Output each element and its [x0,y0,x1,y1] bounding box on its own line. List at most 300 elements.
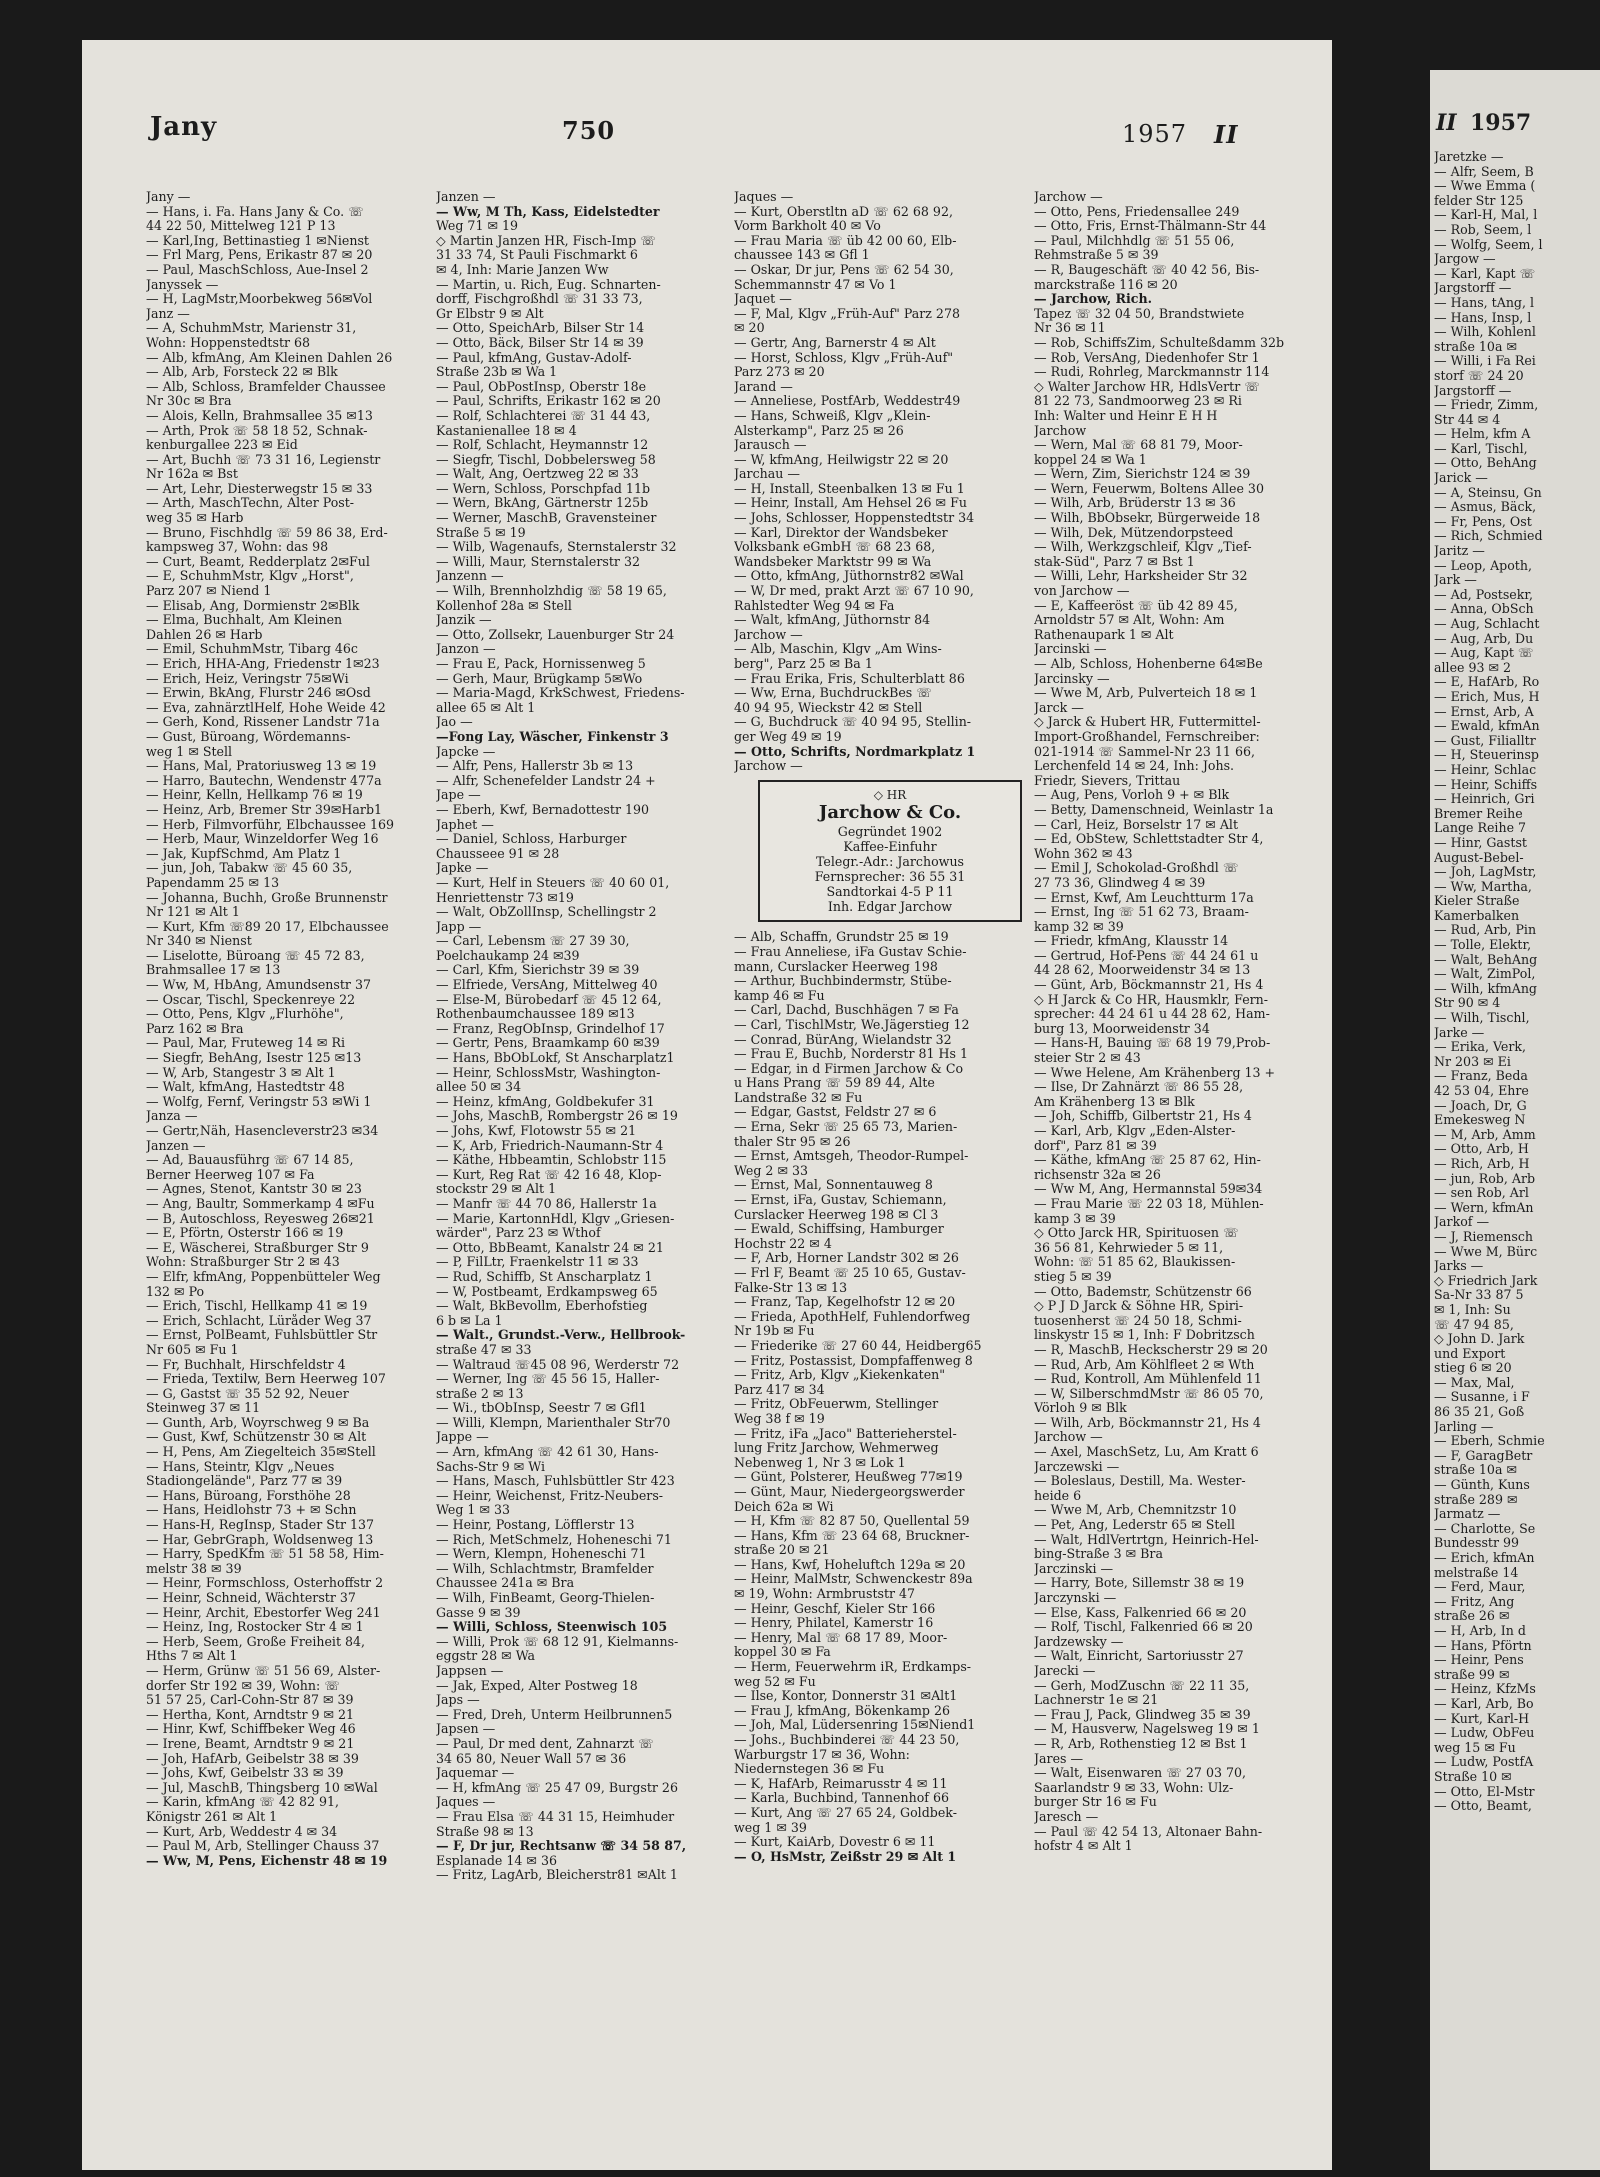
directory-entry: — Ww, Erna, BuchdruckBes ☏ [734,686,933,701]
page-volume: II [1214,120,1239,149]
directory-entry: — Carl, Heiz, Borselstr 17 ✉ Alt [1034,817,1239,832]
directory-entry: — Frau E, Buchb, Norderstr 81 Hs 1 [734,1047,968,1062]
directory-entry: — Frau J, kfmAng, Bökenkamp 26 [734,1703,951,1718]
directory-entry: — Heinz, Arb, Bremer Str 39✉Harb1 [146,802,383,817]
directory-entry: Nr 203 ✉ Ei [1434,1054,1511,1069]
directory-entry: Am Krähenberg 13 ✉ Blk [1034,1094,1195,1109]
directory-entry: Landstraße 32 ✉ Fu [734,1090,863,1105]
directory-entry: — Wern, Mal ☏ 68 81 79, Moor- [1034,438,1243,453]
directory-entry: — Leop, Apoth, [1434,558,1532,573]
directory-entry: — Karl, Kapt ☏ [1434,266,1536,281]
directory-entry: — Paul, kfmAng, Gustav-Adolf- [436,350,632,365]
directory-entry: — Johs, Kwf, Geibelstr 33 ✉ 39 [146,1766,344,1781]
directory-entry: straße 99 ✉ [1434,1667,1510,1682]
directory-entry: — Marie, KartonnHdl, Klgv „Griesen- [436,1211,675,1226]
directory-entry: — Heinz, kfmAng, Goldbekufer 31 [436,1094,655,1109]
directory-entry: straße 26 ✉ [1434,1609,1510,1624]
directory-entry: — Wilb, Wagenaufs, Sternstalerstr 32 [436,540,677,555]
directory-entry: Chausseee 91 ✉ 28 [436,846,560,861]
directory-entry: — Eva, zahnärztlHelf, Hohe Weide 42 [146,700,386,715]
directory-entry: Jarmatz — [1434,1507,1501,1522]
directory-entry: — F, Mal, Klgv „Früh-Auf" Parz 278 [734,306,960,321]
directory-entry: Falke-Str 13 ✉ 13 [734,1280,848,1295]
directory-entry: Japs — [436,1693,480,1708]
directory-entry: — Joh, Schiffb, Gilbertstr 21, Hs 4 [1034,1109,1252,1124]
directory-entry: — Hinr, Kwf, Schiffbeker Weg 46 [146,1722,356,1737]
directory-entry: Japcke — [436,744,496,759]
directory-entry: — Heinrich, Gri [1434,792,1535,807]
ad-marker: ◇ HR [873,787,907,802]
facing-page [1430,70,1600,2170]
directory-entry: — Oscar, Tischl, Speckenreye 22 [146,992,356,1007]
directory-entry: stieg 6 ✉ 20 [1434,1361,1512,1376]
directory-entry: — Joh, HafArb, Geibelstr 38 ✉ 39 [146,1751,359,1766]
directory-entry: — Hans, Kfm ☏ 23 64 68, Bruckner- [734,1528,970,1543]
directory-entry: Alsterkamp", Parz 25 ✉ 26 [734,423,904,438]
directory-entry: — Walt, HdlVertrtgn, Heinrich-Hel- [1034,1532,1259,1547]
directory-entry: — Ad, Bauausführg ☏ 67 14 85, [146,1153,354,1168]
directory-entry: — Gertr, Ang, Barnerstr 4 ✉ Alt [734,335,936,350]
directory-entry: — Karl, Tischl, [1434,441,1528,456]
directory-entry: — Heinz, KfzMs [1434,1682,1536,1697]
directory-column-3 [734,190,1026,2170]
directory-entry: — Joh, LagMstr, [1434,865,1537,880]
directory-entry: Poelchaukamp 24 ✉39 [436,948,580,963]
directory-entry: — Walt, Eisenwaren ☏ 27 03 70, [1034,1766,1247,1781]
directory-entry: — M, Hausverw, Nagelsweg 19 ✉ 1 [1034,1722,1260,1737]
directory-entry: Jares — [1034,1751,1084,1766]
directory-entry: — Erich, Tischl, Hellkamp 41 ✉ 19 [146,1299,368,1314]
directory-entry: Nr 19b ✉ Fu [734,1324,815,1339]
directory-entry: weg 1 ✉ Stell [146,744,233,759]
directory-entry: Nr 36 ✉ 11 [1034,321,1106,336]
directory-entry: ◇ Jarck & Hubert HR, Futtermittel- [1034,715,1261,730]
directory-entry: Emekesweg N [1434,1113,1526,1128]
directory-entry: — Carl, Dachd, Buschhägen 7 ✉ Fa [734,1003,959,1018]
directory-entry: heide 6 [1034,1488,1082,1503]
directory-entry: — Erich, Mus, H [1434,689,1540,704]
directory-entry: — Siegfr, BehAng, Isestr 125 ✉13 [146,1051,362,1066]
directory-entry: — Otto, Bademstr, Schützenstr 66 [1034,1284,1252,1299]
directory-entry: Dahlen 26 ✉ Harb [146,627,263,642]
directory-entry: — Erich, Heiz, Veringstr 75✉Wi [146,671,349,686]
directory-entry: — Wi., tbObInsp, Seestr 7 ✉ Gfl1 [436,1401,647,1416]
directory-entry: — Fritz, ObFeuerwm, Stellinger [734,1397,939,1412]
directory-entry: — Alfr, Schenefelder Landstr 24 + [436,773,656,788]
directory-entry: ✉ 1, Inh: Su [1434,1302,1511,1317]
directory-entry: — Paul ☏ 42 54 13, Altonaer Bahn- [1034,1824,1263,1839]
directory-entry: Jargstorff — [1434,281,1512,296]
directory-entry: — jun, Rob, Arb [1434,1171,1536,1186]
directory-entry: 86 35 21, Goß [1434,1405,1525,1420]
directory-entry: — Friederike ☏ 27 60 44, Heidberg65 [734,1338,982,1353]
directory-entry: — Frau J, Pack, Glindweg 35 ✉ 39 [1034,1707,1251,1722]
jarchow-advertisement [758,780,1022,923]
directory-entry: 6 b ✉ La 1 [436,1313,503,1328]
directory-entry: felder Str 125 [1434,193,1524,208]
directory-entry: — Otto, Beamt, [1434,1799,1532,1814]
directory-entry: — G, Buchdruck ☏ 40 94 95, Stellin- [734,715,972,730]
directory-entry: — Otto, BbBeamt, Kanalstr 24 ✉ 21 [436,1240,664,1255]
directory-column-4 [1034,190,1330,2170]
directory-entry: — Frau Maria ☏ üb 42 00 60, Elb- [734,233,957,248]
page-number: 750 [562,116,616,145]
directory-entry: 021-1914 ☏ Sammel-Nr 23 11 66, [1034,744,1255,759]
directory-entry: kamp 3 ✉ 39 [1034,1211,1116,1226]
facing-year: 1957 [1470,110,1532,136]
directory-entry: — F, Arb, Horner Landstr 302 ✉ 26 [734,1251,959,1266]
directory-entry: — Walt, ObZollInsp, Schellingstr 2 [436,905,657,920]
directory-entry: — Betty, Damenschneid, Weinlastr 1a [1034,802,1274,817]
directory-entry: Straße 10 ✉ [1434,1769,1512,1784]
directory-entry: — Elma, Buchhalt, Am Kleinen [146,613,343,628]
directory-entry: weg 52 ✉ Fu [734,1674,816,1689]
directory-entry: — F, GaragBetr [1434,1448,1533,1463]
ad-line: Sandtorkai 4-5 P 11 [826,884,954,900]
directory-entry: — Karl, Arb, Klgv „Eden-Alster- [1034,1124,1236,1138]
directory-entry: — Günt, Polsterer, Heußweg 77✉19 [734,1470,963,1485]
directory-entry: sprecher: 44 24 61 u 44 28 62, Ham- [1034,1007,1270,1022]
directory-entry: — Alois, Kelln, Brahmsallee 35 ✉13 [146,408,373,423]
directory-entry: Weg 71 ✉ 19 [436,219,519,234]
directory-page [82,40,1332,2170]
column-3-upper [734,190,1026,774]
directory-entry: — Hans, BbObLokf, St Anscharplatz1 [436,1051,675,1066]
directory-entry: — Kurt, Arb, Weddestr 4 ✉ 34 [146,1824,338,1839]
directory-entry: — Oskar, Dr jur, Pens ☏ 62 54 30, [734,262,954,277]
directory-entry: 40 94 95, Wieckstr 42 ✉ Stell [734,700,923,715]
directory-entry: ger Weg 49 ✉ 19 [734,729,842,744]
directory-entry: — Elfriede, VersAng, Mittelweg 40 [436,978,658,993]
directory-entry: Papendamm 25 ✉ 13 [146,875,280,890]
directory-entry: — Karla, Buchbind, Tannenhof 66 [734,1791,949,1806]
directory-entry: weg 1 ✉ 39 [734,1820,807,1835]
directory-entry: burg 13, Moorweidenstr 34 [1034,1021,1210,1036]
directory-entry: 132 ✉ Po [146,1284,205,1299]
directory-entry: Jarchow [1034,423,1087,438]
directory-entry: — Ernst, Arb, A [1434,704,1534,719]
directory-entry: Nebenweg 1, Nr 3 ✉ Lok 1 [734,1455,906,1470]
directory-entry: — Alfr, Seem, B [1434,164,1534,179]
directory-entry: — Paul, MaschSchloss, Aue-Insel 2 [146,262,369,277]
directory-entry: Parz 273 ✉ 20 [734,365,825,380]
directory-entry: mann, Curslacker Heerweg 198 [734,959,938,974]
directory-entry: dorfer Str 192 ✉ 39, Wohn: ☏ [146,1678,341,1693]
directory-entry: — Günt, Arb, Böckmannstr 21, Hs 4 [1034,978,1264,993]
directory-entry: Jarck — [1034,700,1084,715]
directory-entry: allee 50 ✉ 34 [436,1080,522,1095]
directory-entry: — Rudi, Rohrleg, Marckmannstr 114 [1034,365,1270,380]
directory-entry: Jaquet — [734,292,792,307]
directory-entry: — Susanne, i F [1434,1390,1530,1405]
directory-entry: — Otto, kfmAng, Jüthornstr82 ✉Wal [734,569,964,584]
directory-entry: — Anneliese, PostfArb, Weddestr49 [734,394,961,409]
directory-entry: —Fong Lay, Wäscher, Finkenstr 3 [436,729,669,744]
directory-entry: — Gertr,Näh, Hasencleverstr23 ✉34 [146,1124,379,1138]
directory-entry: Sa-Nr 33 87 5 [1434,1288,1524,1303]
directory-entry: — Wolfg, Seem, l [1434,237,1543,252]
directory-entry: — Else-M, Bürobedarf ☏ 45 12 64, [436,992,662,1007]
directory-entry: — Har, GebrGraph, Woldsenweg 13 [146,1532,374,1547]
directory-entry: — Paul, Dr med dent, Zahnarzt ☏ [436,1736,654,1751]
directory-entry: — Ernst, PolBeamt, Fuhlsbüttler Str [146,1328,378,1343]
directory-column-1 [146,190,431,2170]
directory-entry: — Harry, Bote, Sillemstr 38 ✉ 19 [1034,1576,1245,1591]
directory-entry: — Waltraud ☏45 08 96, Werderstr 72 [436,1357,680,1372]
directory-entry: Wohn: ☏ 51 85 62, Blaukissen- [1034,1255,1236,1270]
directory-entry: ✉ 19, Wohn: Armbruststr 47 [734,1587,916,1602]
directory-entry: Straße 98 ✉ 13 [436,1824,534,1839]
directory-entry: — Martin, u. Rich, Eug. Schnarten- [436,277,661,292]
directory-entry: — H, LagMstr,Moorbekweg 56✉Vol [146,292,373,307]
directory-entry: — Carl, Lebensm ☏ 27 39 30, [436,934,630,949]
directory-entry: — Arth, Prok ☏ 58 18 52, Schnak- [146,423,368,438]
directory-entry: — Herm, Feuerwehrm iR, Erdkamps- [734,1660,972,1675]
directory-entry: dorff, Fischgroßhdl ☏ 31 33 73, [436,292,643,307]
directory-entry: — J, Riemensch [1434,1229,1534,1244]
ad-title: Jarchow & Co. [818,802,962,824]
directory-entry: — Tolle, Elektr, [1434,938,1532,953]
directory-entry: Janyssek — [146,277,219,292]
directory-entry: Nr 162a ✉ Bst [146,467,238,482]
directory-entry: — Manfr ☏ 44 70 86, Hallerstr 1a [436,1196,657,1211]
directory-entry: — Paul, ObPostInsp, Oberstr 18e [436,379,647,394]
directory-entry: 44 28 62, Moorweidenstr 34 ✉ 13 [1034,963,1251,978]
directory-entry: Jarchau — [734,467,800,482]
directory-entry: — Wwe M, Arb, Pulverteich 18 ✉ 1 [1034,686,1258,701]
directory-entry: Jarcinsky — [1034,671,1110,686]
directory-entry: August-Bebel- [1434,850,1524,865]
directory-entry: — Willi, Maur, Sternstalerstr 32 [436,554,640,569]
directory-entry: Jaquemar — [436,1766,515,1781]
directory-entry: — Heinr, Formschloss, Osterhoffstr 2 [146,1576,384,1591]
directory-entry: Nr 30c ✉ Bra [146,394,232,409]
directory-entry: — W, Dr med, prakt Arzt ☏ 67 10 90, [734,584,974,599]
directory-entry: — Rich, MetSchmelz, Hoheneschi 71 [436,1532,672,1547]
directory-entry: Brahmsallee 17 ✉ 13 [146,963,281,978]
directory-column-2 [436,190,728,2170]
directory-entry: — Erika, Verk, [1434,1040,1527,1055]
directory-entry: Weg 1 ✉ 33 [436,1503,511,1518]
directory-entry: — Siegfr, Tischl, Dobbelersweg 58 [436,452,656,467]
directory-entry: melstr 38 ✉ 39 [146,1561,242,1576]
directory-entry: — Joach, Dr, G [1434,1098,1527,1113]
directory-entry: — Ernst, Ing ☏ 51 62 73, Braam- [1034,905,1249,920]
directory-entry: — Gertrud, Hof-Pens ☏ 44 24 61 u [1034,948,1259,963]
directory-entry: — Heinr, SchlossMstr, Washington- [436,1065,661,1080]
directory-entry: — Karl,Ing, Bettinastieg 1 ✉Nienst [146,233,369,248]
directory-entry: — Alb, Schloss, Hohenberne 64✉Be [1034,657,1263,671]
directory-entry: — Wolfg, Fernf, Veringstr 53 ✉Wi 1 [146,1094,372,1109]
directory-entry: Jappe — [436,1430,489,1445]
directory-entry: — jun, Joh, Tabakw ☏ 45 60 35, [146,861,353,876]
directory-entry: — Johs, MaschB, Rombergstr 26 ✉ 19 [436,1109,678,1124]
directory-entry: — Hans, Mal, Pratoriusweg 13 ✉ 19 [146,759,377,774]
directory-entry: Arnoldstr 57 ✉ Alt, Wohn: Am [1034,613,1225,628]
directory-entry: — R, Baugeschäft ☏ 40 42 56, Bis- [1034,262,1260,277]
directory-entry: — Horst, Schloss, Klgv „Früh-Auf" [734,350,954,365]
directory-entry: — Karl, Direktor der Wandsbeker [734,525,948,540]
directory-entry: Japp — [436,919,482,934]
directory-entry: — Gunth, Arb, Woyrschweg 9 ✉ Ba [146,1415,370,1430]
directory-entry: — Otto, El-Mstr [1434,1784,1535,1799]
directory-entry: Königstr 261 ✉ Alt 1 [146,1809,278,1824]
directory-entry: — Willi, Lehr, Harksheider Str 32 [1034,569,1248,584]
directory-entry: Jaresch — [1034,1809,1099,1824]
directory-entry: Jarczinski — [1034,1561,1114,1576]
directory-entry: — Rud, Arb, Pin [1434,923,1537,938]
directory-entry: berg", Parz 25 ✉ Ba 1 [734,657,873,671]
directory-entry: — Wwe M, Arb, Chemnitzstr 10 [1034,1503,1237,1518]
directory-entry: — Hans, i. Fa. Hans Jany & Co. ☏ [146,204,364,219]
directory-entry: — A, Steinsu, Gn [1434,485,1542,500]
directory-entry: — Frau Erika, Fris, Schulterblatt 86 [734,671,965,686]
directory-entry: — Ww M, Ang, Hermannstal 59✉34 [1034,1182,1263,1197]
directory-entry: — Edgar, Gastst, Feldstr 27 ✉ 6 [734,1105,937,1120]
directory-entry: — Rob, VersAng, Diedenhofer Str 1 [1034,350,1260,365]
directory-entry: — Franz, Tap, Kegelhofstr 12 ✉ 20 [734,1295,956,1310]
directory-entry: stak-Süd", Parz 7 ✉ Bst 1 [1034,554,1195,569]
directory-entry: Jarke — [1434,1025,1485,1040]
directory-entry: — H, kfmAng ☏ 25 47 09, Burgstr 26 [436,1780,678,1795]
directory-entry: eggstr 28 ✉ Wa [436,1649,536,1664]
directory-entry: — Hans, Pförtn [1434,1638,1532,1653]
directory-entry: — Rud, Schiffb, St Anscharplatz 1 [436,1269,653,1284]
directory-entry: Jarchow — [1034,190,1103,204]
directory-entry: — Frieda, ApothHelf, Fuhlendorfweg [734,1309,971,1324]
ad-line: Telegr.-Adr.: Jarchowus [815,854,965,870]
directory-entry: Straße 23b ✉ Wa 1 [436,365,558,380]
directory-entry: — Frau Anneliese, iFa Gustav Schie- [734,944,967,959]
directory-entry: — Walt, kfmAng, Jüthornstr 84 [734,613,931,628]
directory-entry: Jaritz — [1434,544,1485,559]
directory-entry: — Hinr, Gastst [1434,835,1527,850]
directory-entry: stieg 5 ✉ 39 [1034,1269,1112,1284]
directory-entry: — Wilh, Arb, Böckmannstr 21, Hs 4 [1034,1415,1261,1430]
directory-entry: Jarchow — [734,759,803,774]
directory-entry: — Max, Mal, [1434,1375,1515,1390]
directory-entry: — Willi, Prok ☏ 68 12 91, Kielmanns- [436,1634,679,1649]
directory-entry: Friedr, Sievers, Trittau [1034,773,1181,788]
directory-entry: — Ewald, kfmAn [1434,719,1540,734]
directory-entry: — Jak, KupfSchmd, Am Platz 1 [146,846,342,861]
directory-entry: Jape — [436,788,481,803]
directory-entry: u Hans Prang ☏ 59 89 44, Alte [734,1076,935,1091]
directory-entry: straße 47 ✉ 33 [436,1342,532,1357]
directory-entry: — Willi, Klempn, Marienthaler Str70 [436,1415,671,1430]
directory-entry: — Emil, SchuhmMstr, Tibarg 46c [146,642,358,657]
directory-entry: — Heinr, Kelln, Hellkamp 76 ✉ 19 [146,788,363,803]
directory-entry: — Heinr, Schneid, Wächterstr 37 [146,1591,356,1605]
directory-entry: Jany — [146,190,191,204]
directory-entry: 51 57 25, Carl-Cohn-Str 87 ✉ 39 [146,1693,354,1708]
ad-lines [764,824,1016,914]
directory-entry: Lange Reihe 7 [1434,821,1527,836]
directory-entry: — Wilh, Schlachtmstr, Bramfelder [436,1561,654,1576]
directory-entry: Rathenaupark 1 ✉ Alt [1034,627,1174,642]
directory-entry: — Heinr, Weichenst, Fritz-Neubers- [436,1488,664,1503]
directory-entry: Tapez ☏ 32 04 50, Brandstwiete [1034,306,1245,321]
directory-entry: Warburgstr 17 ✉ 36, Wohn: [734,1747,910,1762]
directory-entry: — Walt., Grundst.-Verw., Hellbrook- [436,1328,686,1343]
directory-entry: 34 65 80, Neuer Wall 57 ✉ 36 [436,1751,627,1766]
directory-entry: Parz 417 ✉ 34 [734,1382,825,1397]
directory-entry: — Hans, Insp, l [1434,310,1532,325]
directory-entry: marckstraße 116 ✉ 20 [1034,277,1178,292]
directory-entry: — Agnes, Stenot, Kantstr 30 ✉ 23 [146,1182,362,1197]
directory-entry: — Herm, Grünw ☏ 51 56 69, Alster- [146,1663,381,1678]
directory-entry: — Henry, Philatel, Kamerstr 16 [734,1616,934,1631]
directory-entry: — Hans, Schweiß, Klgv „Klein- [734,408,931,423]
directory-entry: — Paul, Mar, Fruteweg 14 ✉ Ri [146,1036,345,1051]
directory-entry: — Willi, Schloss, Steenwisch 105 [436,1620,668,1635]
directory-entry: Japke — [436,861,489,876]
directory-entry: — Fred, Dreh, Unterm Heilbrunnen5 [436,1707,673,1722]
directory-entry: — Pet, Ang, Lederstr 65 ✉ Stell [1034,1518,1235,1533]
directory-entry: Janz — [146,306,190,321]
directory-entry: — Jarchow, Rich. [1034,292,1152,307]
directory-entry: — Ernst, Kwf, Am Leuchtturm 17a [1034,890,1254,905]
directory-entry: — Carl, Kfm, Sierichstr 39 ✉ 39 [436,963,640,978]
directory-entry: — Wilh, FinBeamt, Georg-Thielen- [436,1591,655,1605]
directory-entry: — Kurt, Ang ☏ 27 65 24, Goldbek- [734,1805,957,1820]
directory-entry: Jarand — [734,379,793,394]
directory-entry: — Ludw, PostfA [1434,1755,1534,1770]
directory-entry: — Hans-H, RegInsp, Stader Str 137 [146,1518,375,1533]
directory-entry: koppel 30 ✉ Fa [734,1645,831,1660]
directory-entry: — Frl Marg, Pens, Erikastr 87 ✉ 20 [146,248,373,263]
directory-entry: Jardzewsky — [1034,1634,1124,1649]
directory-entry: ◇ P J D Jarck & Söhne HR, Spiri- [1034,1299,1244,1314]
directory-entry: Parz 207 ✉ Niend 1 [146,584,272,599]
directory-entry: — Wern, Klempn, Hoheneschi 71 [436,1547,647,1562]
directory-entry: — Erich, HHA-Ang, Friedenstr 1✉23 [146,657,380,671]
directory-entry: — O, HsMstr, Zeißstr 29 ✉ Alt 1 [734,1849,957,1864]
directory-entry: von Jarchow — [1034,584,1130,599]
directory-entry: Steinweg 37 ✉ 11 [146,1401,261,1416]
directory-entry: ◇ Otto Jarck HR, Spirituosen ☏ [1034,1226,1239,1241]
directory-entry: Jargow — [1434,252,1496,267]
directory-entry: — Wwe Emma ( [1434,179,1536,194]
directory-entry: Jarausch — [734,438,807,453]
directory-entry: Berner Heerweg 107 ✉ Fa [146,1167,315,1182]
directory-entry: — Friedr, kfmAng, Klausstr 14 [1034,934,1229,949]
directory-entry: — Werner, MaschB, Gravensteiner [436,511,657,526]
directory-entry: — Otto, BehAng [1434,456,1537,471]
directory-entry: — Rolf, Schlacht, Heymannstr 12 [436,438,649,453]
directory-entry: — Heinr, Schlac [1434,762,1537,777]
directory-entry: — Otto, Arb, H [1434,1142,1529,1157]
directory-entry: — Aug, Pens, Vorloh 9 + ✉ Blk [1034,788,1230,803]
directory-entry: — R, Arb, Rothenstieg 12 ✉ Bst 1 [1034,1736,1248,1751]
directory-entry: — Ed, ObStew, Schlettstadter Str 4, [1034,832,1264,847]
directory-entry: Str 44 ✉ 4 [1434,412,1501,427]
ad-line: Inh. Edgar Jarchow [827,899,953,915]
directory-entry: — Walt, BkBevollm, Eberhofstieg [436,1299,648,1314]
ad-line: Fernsprecher: 36 55 31 [814,869,966,885]
directory-entry: — Ww, M Th, Kass, Eidelstedter [436,204,660,219]
facing-column [1434,150,1600,1814]
directory-entry: — Edgar, in d Firmen Jarchow & Co [734,1061,964,1076]
directory-entry: Jappsen — [436,1663,504,1678]
directory-entry: — Wwe M, Bürc [1434,1244,1538,1259]
directory-entry: — P, FilLtr, Fraenkelstr 11 ✉ 33 [436,1255,639,1270]
directory-entry: Wohn 362 ✉ 43 [1034,846,1133,861]
directory-entry: — Hans, Büroang, Forsthöhe 28 [146,1488,351,1503]
directory-entry: — Erwin, BkAng, Flurstr 246 ✉Osd [146,686,371,701]
directory-entry: ◇ Martin Janzen HR, Fisch-Imp ☏ [436,233,657,248]
directory-entry: — B, Autoschloss, Reyesweg 26✉21 [146,1211,375,1226]
